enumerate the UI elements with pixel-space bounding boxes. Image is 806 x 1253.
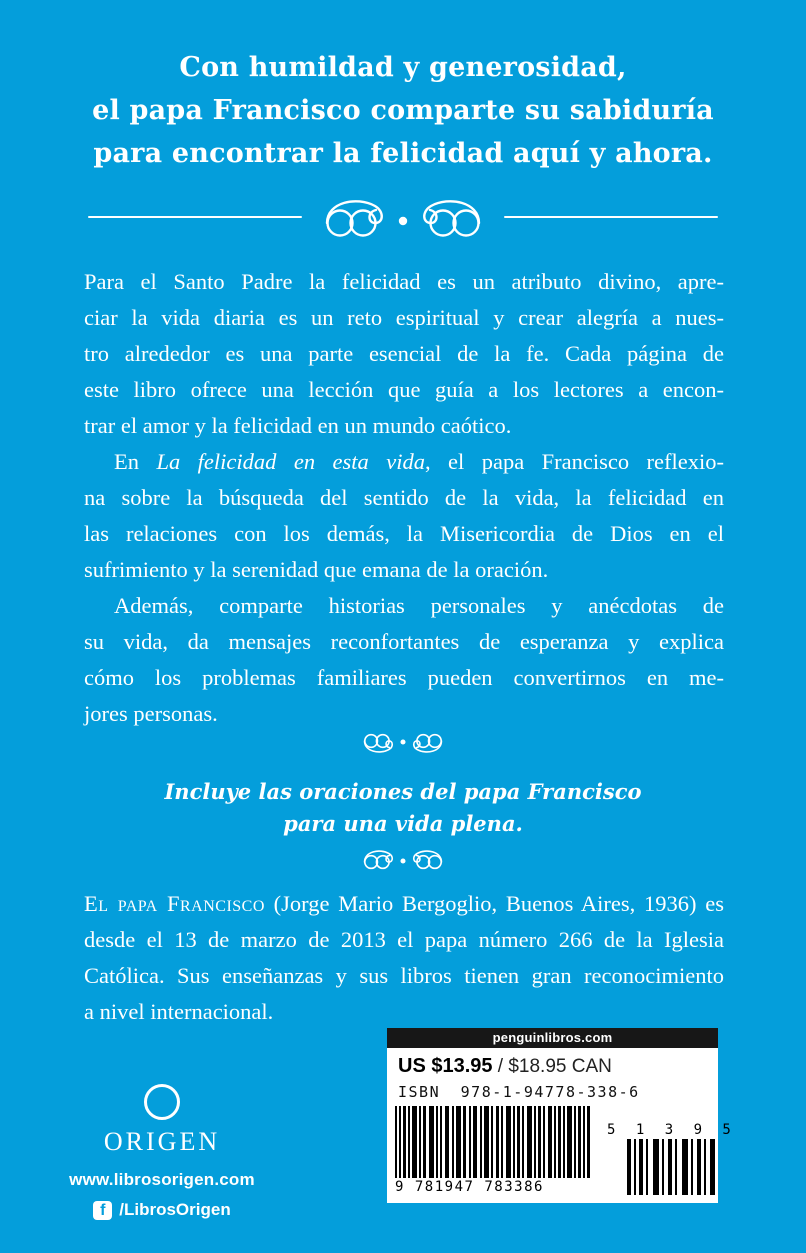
author-bio <box>84 886 724 1030</box>
isbn-line <box>387 1078 718 1104</box>
addon-barcode <box>607 1122 737 1195</box>
flourish-ornament-icon <box>360 847 446 871</box>
text-line: sufrimiento y la serenidad que emana de la oración. <box>84 557 549 582</box>
headline <box>0 46 806 175</box>
text-line: el papa Francisco comparte su sabiduría <box>92 95 714 126</box>
text-line: las relaciones con los demás, la Misericordia de Dios en el <box>84 521 724 546</box>
text-line: Católica. Sus enseñanzas y sus libros tienen gran reconocimiento <box>84 963 724 988</box>
text-line: tro alrededor es una parte esencial de la fe. Cada página de <box>84 341 724 366</box>
barcode-panel <box>387 1028 737 1203</box>
text-line: trar el amor y la felicidad en un mundo caótico. <box>84 413 512 438</box>
paragraph <box>84 588 724 732</box>
text-line: En La felicidad en esta vida, el papa Francisco reflexio- <box>114 449 725 474</box>
text-line: a nivel internacional. <box>84 999 274 1024</box>
divider-rule-left <box>88 216 302 218</box>
barcode-bars-icon <box>395 1106 591 1178</box>
penguin-site-bar <box>387 1028 718 1048</box>
facebook-handle: /LibrosOrigen <box>119 1200 231 1219</box>
flourish-ornament-icon <box>360 732 446 756</box>
paragraph <box>84 444 724 588</box>
text-line: para una vida plena. <box>283 811 523 836</box>
text-line: jores personas. <box>84 701 218 726</box>
text-line: para encontrar la felicidad aquí y ahora. <box>93 138 713 169</box>
flourish-ornament-icon <box>318 195 488 239</box>
origen-ring-icon <box>142 1082 182 1122</box>
divider-rule-right <box>504 216 718 218</box>
price-us: US $13.95 <box>398 1055 493 1077</box>
text-line: Además, comparte historias personales y anécdotas de <box>114 593 724 618</box>
text-line: El papa Francisco (Jorge Mario Bergoglio, Buenos Aires, 1936) es <box>84 891 725 916</box>
price-can: $18.95 CAN <box>508 1056 612 1077</box>
text-line: este libro ofrece una lección que guía a los lectores a encon- <box>84 377 724 402</box>
ean13-barcode <box>395 1106 591 1195</box>
text-line: Para el Santo Padre la felicidad es un atributo divino, apre- <box>84 269 724 294</box>
text-line: na sobre la búsqueda del sentido de la vida, la felicidad en <box>84 485 724 510</box>
text-line: Con humildad y generosidad, <box>179 52 627 83</box>
text-line: ciar la vida diaria es un reto espiritual y crear alegría a nues- <box>84 305 724 330</box>
body-paragraphs <box>84 264 724 732</box>
isbn-label: ISBN <box>398 1083 441 1101</box>
text-line: Incluye las oraciones del papa Francisco <box>164 779 642 804</box>
addon-digits: 5 1 3 9 5 <box>607 1122 737 1138</box>
publisher-name: ORIGEN <box>103 1127 221 1156</box>
price-separator: / <box>497 1056 504 1077</box>
flourish-ornament-small-bottom <box>0 847 806 871</box>
text-line: desde el 13 de marzo de 2013 el papa número 266 de la Iglesia <box>84 927 724 952</box>
publisher-block <box>56 1082 268 1220</box>
penguin-site-url: penguinlibros.com <box>492 1030 613 1045</box>
facebook-line <box>56 1200 268 1220</box>
publisher-website: www.librosorigen.com <box>69 1170 255 1189</box>
price-line <box>387 1048 718 1078</box>
text-line: cómo los problemas familiares pueden convertirnos en me- <box>84 665 724 690</box>
text-line: su vida, da mensajes reconfortantes de esperanza y explica <box>84 629 724 654</box>
divider <box>88 194 718 240</box>
isbn-number: 978-1-94778-338-6 <box>460 1083 640 1101</box>
barcode-digits: 9 781947 783386 <box>395 1179 544 1195</box>
flourish-ornament-small-top <box>0 732 806 756</box>
facebook-icon: f <box>93 1201 112 1220</box>
barcode-bars-icon <box>627 1139 717 1195</box>
paragraph <box>84 264 724 444</box>
callout <box>0 776 806 840</box>
barcodes <box>387 1104 737 1203</box>
